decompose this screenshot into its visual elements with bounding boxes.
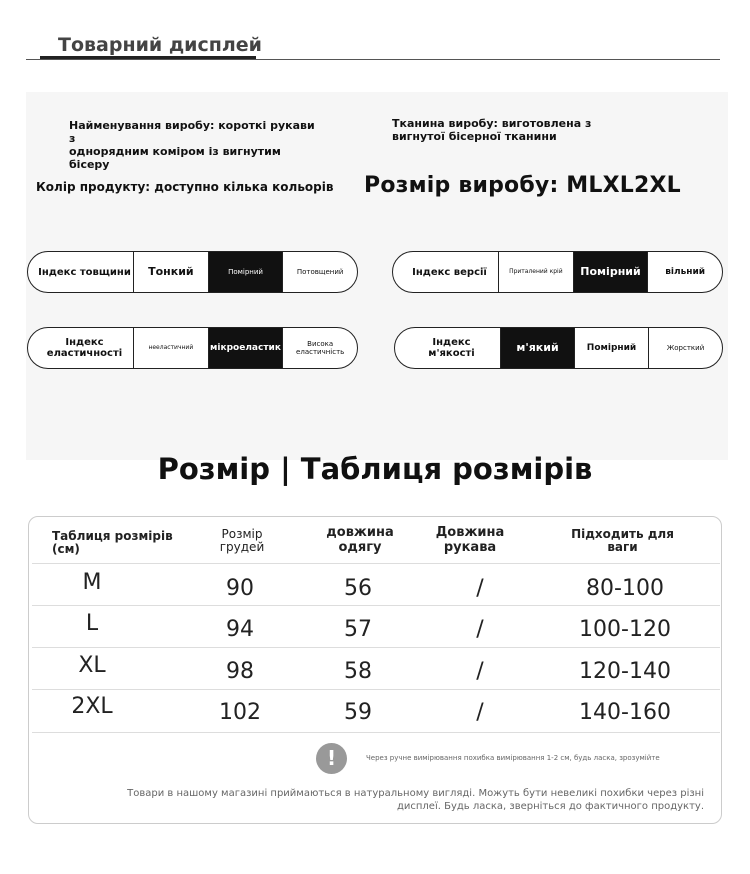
header-weight xyxy=(560,528,685,554)
elasticity-option-high: Висока еластичність xyxy=(282,328,357,368)
cell-sleeve: / xyxy=(476,659,484,684)
thickness-option-thin: Тонкий xyxy=(133,252,208,292)
header-size-line: Таблиця розмірів xyxy=(52,529,173,543)
table-divider xyxy=(32,689,720,690)
header-size xyxy=(52,530,173,556)
cell-chest: 98 xyxy=(226,659,254,684)
thickness-option-moderate: Помірний xyxy=(208,252,283,292)
elasticity-label-line: еластичності xyxy=(46,348,123,359)
version-option-moderate: Помірний xyxy=(573,252,648,292)
cell-length: 58 xyxy=(344,659,372,684)
version-index-label: Індекс версії xyxy=(412,266,487,278)
elasticity-index xyxy=(27,327,358,369)
version-index xyxy=(392,251,723,293)
thickness-index-label: Індекс товщини xyxy=(38,266,131,278)
header-length-line: одягу xyxy=(338,540,382,555)
disclaimer-line: дисплеї. Будь ласка, зверніться до фактичного продукту. xyxy=(396,801,704,812)
softness-label-line: Індекс xyxy=(432,337,471,348)
measurement-note: Через ручне вимірювання похибка вимірювання 1-2 см, будь ласка, зрозумійте xyxy=(366,754,660,762)
header-size-line: (см) xyxy=(52,542,80,556)
product-fabric-line: вигнутої бісерної тканини xyxy=(392,130,557,143)
section-title: Товарний дисплей xyxy=(58,34,262,56)
header-length xyxy=(315,525,405,555)
elasticity-label-line: Індекс xyxy=(65,337,104,348)
cell-size: M xyxy=(82,570,102,595)
product-name-line: Найменування виробу: короткі рукави з xyxy=(69,119,315,145)
size-table-heading: Розмір | Таблиця розмірів xyxy=(157,452,593,486)
header-divider xyxy=(26,59,720,60)
cell-sleeve: / xyxy=(476,617,484,642)
cell-sleeve: / xyxy=(476,576,484,601)
header-sleeve xyxy=(425,525,515,555)
softness-index-label xyxy=(395,328,500,368)
elasticity-option-none: нееластичний xyxy=(133,328,208,368)
product-size: Розмір виробу: MLXL2XL xyxy=(364,173,681,198)
softness-label-line: м'якості xyxy=(428,348,475,359)
cell-size: L xyxy=(85,611,99,636)
cell-chest: 94 xyxy=(226,617,254,642)
header-sleeve-line: Довжина xyxy=(435,525,505,540)
cell-length: 59 xyxy=(344,700,372,725)
cell-weight: 120-140 xyxy=(579,659,671,684)
header-accent-bar xyxy=(40,56,256,59)
header-weight-line: Підходить для xyxy=(571,527,674,541)
version-option-loose: вільний xyxy=(647,252,722,292)
cell-chest: 102 xyxy=(219,700,261,725)
header-weight-line: ваги xyxy=(607,540,638,554)
thickness-index xyxy=(27,251,358,293)
softness-option-soft: м'який xyxy=(500,328,574,368)
product-fabric xyxy=(392,117,602,143)
softness-option-moderate: Помірний xyxy=(574,328,648,368)
header-length-line: довжина xyxy=(326,525,394,540)
table-divider xyxy=(32,732,720,733)
product-fabric-line: Тканина виробу: виготовлена з xyxy=(392,117,592,130)
cell-chest: 90 xyxy=(226,576,254,601)
version-option-fitted: Приталений крій xyxy=(498,252,573,292)
cell-sleeve: / xyxy=(476,700,484,725)
softness-option-hard: Жорсткий xyxy=(648,328,722,368)
disclaimer xyxy=(60,787,704,813)
cell-weight: 140-160 xyxy=(579,700,671,725)
cell-size: XL xyxy=(78,653,106,678)
thickness-option-thick: Потовщений xyxy=(282,252,357,292)
header-chest xyxy=(205,528,279,554)
elasticity-option-micro: мікроеластик xyxy=(208,328,283,368)
cell-size: 2XL xyxy=(71,694,113,719)
cell-length: 56 xyxy=(344,576,372,601)
cell-weight: 100-120 xyxy=(579,617,671,642)
disclaimer-line: Товари в нашому магазині приймаються в натуральному вигляді. Можуть бути невеликі похибки через різні xyxy=(127,788,704,799)
table-divider xyxy=(32,647,720,648)
header-chest-line: Розмір xyxy=(221,527,263,541)
product-name-line: однорядним коміром із вигнутим бісеру xyxy=(69,145,281,171)
exclamation-circle-icon: ! xyxy=(316,743,347,774)
table-divider xyxy=(32,605,720,606)
header-sleeve-line: рукава xyxy=(443,540,497,555)
table-divider xyxy=(32,563,720,564)
elasticity-index-label xyxy=(28,328,133,368)
product-name xyxy=(69,119,319,171)
softness-index xyxy=(394,327,723,369)
cell-weight: 80-100 xyxy=(586,576,664,601)
header-chest-line: грудей xyxy=(219,540,265,554)
cell-length: 57 xyxy=(344,617,372,642)
product-color: Колір продукту: доступно кілька кольорів xyxy=(36,180,334,194)
